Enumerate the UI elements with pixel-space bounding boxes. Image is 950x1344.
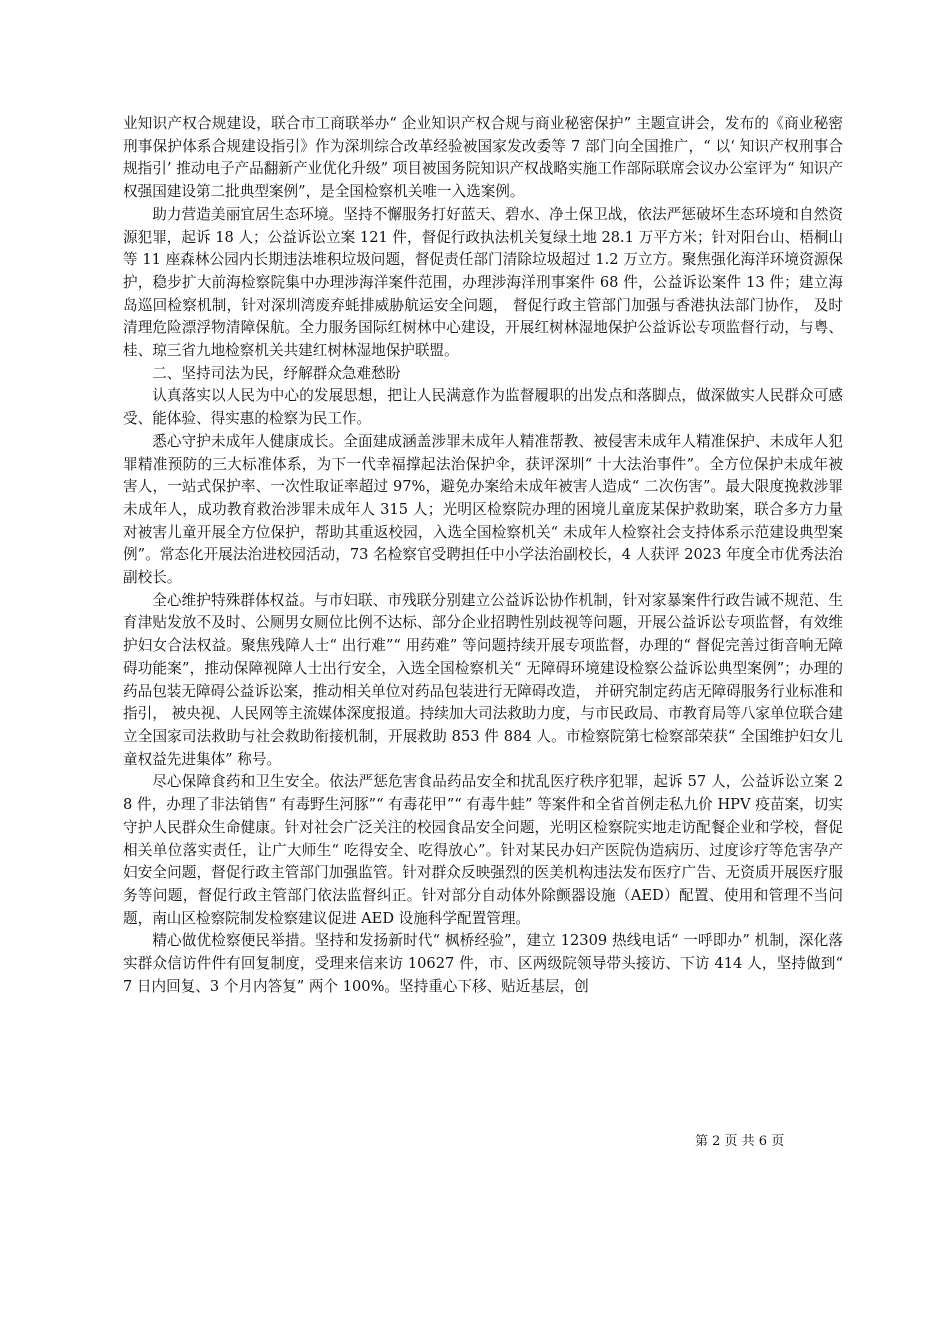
- document-body: [123, 113, 843, 998]
- section-heading-2: 二、坚持司法为民，纾解群众急难愁盼: [152, 364, 401, 382]
- paragraph-people-centered: 认真落实以人民为中心的发展思想，把让人民满意作为监督履职的出发点和落脚点，做深做实人民群众可感受、能体验、得实惠的检察为民工作。: [123, 387, 843, 428]
- page-number-footer: 第 2 页 共 6 页: [695, 1134, 785, 1149]
- paragraph-convenience: 精心做优检察便民举措。坚持和发扬新时代“ 枫桥经验”，建立 12309 热线电话“ 一呼即办” 机制，深化落实群众信访件件有回复制度，受理来信来访 10627 件，市、区两级院领导带头接访、下访 414 人，坚持做到“ 7 日内回复、3 个月内答复” 两个 100%。坚持重心下移、贴近基层，创: [123, 932, 843, 995]
- paragraph-ecology: 助力营造美丽宜居生态环境。坚持不懈服务打好蓝天、碧水、净土保卫战，依法严惩破坏生态环境和自然资源犯罪，起诉 18 人；公益诉讼立案 121 件，督促行政执法机关复绿土地 28.1 万平方米；针对阳台山、梧桐山等 11 座森林公园内长期违法堆积垃圾问题，督促责任部门清除垃圾超过 1.2 万立方。聚焦强化海洋环境资源保护，稳步扩大前海检察院集中办理涉海洋案件范围，办理涉海洋刑事案件 68 件，公益诉讼案件 13 件；建立海岛巡回检察机制，针对深圳湾废弃蚝排威胁航运安全问题， 督促行政主管部门加强与香港执法部门协作， 及时清理危险漂浮物清障保航。全力服务国际红树林中心建设，开展红树林湿地保护公益诉讼专项监督行动，与粤、桂、琼三省九地检察机关共建红树林湿地保护联盟。: [123, 205, 843, 360]
- paragraph-ip-compliance: 业知识产权合规建设，联合市工商联举办“ 企业知识产权合规与商业秘密保护” 主题宣讲会，发布的《商业秘密刑事保护体系合规建设指引》作为深圳综合改革经验被国家发改委等 7 部门向全国推广，“ 以‘ 知识产权刑事合规指引’ 推动电子产品翻新产业优化升级” 项目被国务院知识产权战略实施工作部际联席会议办公室评为“ 知识产权强国建设第二批典型案例”，是全国检察机关唯一入选案例。: [123, 115, 843, 201]
- paragraph-minors: 悉心守护未成年人健康成长。全面建成涵盖涉罪未成年人精准帮教、被侵害未成年人精准保护、未成年人犯罪精准预防的三大标准体系，为下一代幸福撑起法治保护伞，获评深圳“ 十大法治事件”。全方位保护未成年被害人，一站式保护率、一次性取证率超过 97%，避免办案给未成年被害人造成“ 二次伤害”。最大限度挽救涉罪未成年人，成功教育救治涉罪未成年人 315 人；光明区检察院办理的困境儿童庞某保护救助案，联合多方力量对被害儿童开展全方位保护，帮助其重返校园，入选全国检察机关“ 未成年人检察社会支持体系示范建设典型案例”。常态化开展法治进校园活动，73 名检察官受聘担任中小学法治副校长，4 人获评 2023 年度全市优秀法治副校长。: [123, 432, 843, 587]
- paragraph-food-drug-safety: 尽心保障食药和卫生安全。依法严惩危害食品药品安全和扰乱医疗秩序犯罪，起诉 57 人，公益诉讼立案 28 件，办理了非法销售“ 有毒野生河豚”“ 有毒花甲”“ 有毒牛蛙” 等案件和全省首例走私九价 HPV 疫苗案，切实守护人民群众生命健康。针对社会广泛关注的校园食品安全问题，光明区检察院实地走访配餐企业和学校，督促相关单位落实责任，让广大师生“ 吃得安全、吃得放心”。针对某民办妇产医院伪造病历、过度诊疗等危害孕产妇安全问题，督促行政主管部门加强监管。针对群众反映强烈的医美机构违法发布医疗广告、无资质开展医疗服务等问题，督促行政主管部门依法监督纠正。针对部分自动体外除颤器设施（AED）配置、使用和管理不当问题，南山区检察院制发检察建议促进 AED 设施科学配置管理。: [123, 773, 843, 927]
- paragraph-special-groups: 全心维护特殊群体权益。与市妇联、市残联分别建立公益诉讼协作机制，针对家暴案件行政告诫不规范、生育津贴发放不及时、公厕男女厕位比例不达标、部分企业招聘性别歧视等问题，开展公益诉讼专项监督，有效维护妇女合法权益。聚焦残障人士“ 出行难”“ 用药难” 等问题持续开展专项监督，办理的“ 督促完善过街音响无障碍功能案”，推动保障视障人士出行安全，入选全国检察机关“ 无障碍环境建设检察公益诉讼典型案例”；办理的药品包装无障碍公益诉讼案，推动相关单位对药品包装进行无障碍改造， 并研究制定药店无障碍服务行业标准和指引， 被央视、人民网等主流媒体深度报道。持续加大司法救助力度，与市民政局、市教育局等八家单位联合建立全国家司法救助与社会救助衔接机制，开展救助 853 件 884 人。市检察院第七检察部荣获“ 全国维护妇女儿童权益先进集体” 称号。: [123, 591, 843, 768]
